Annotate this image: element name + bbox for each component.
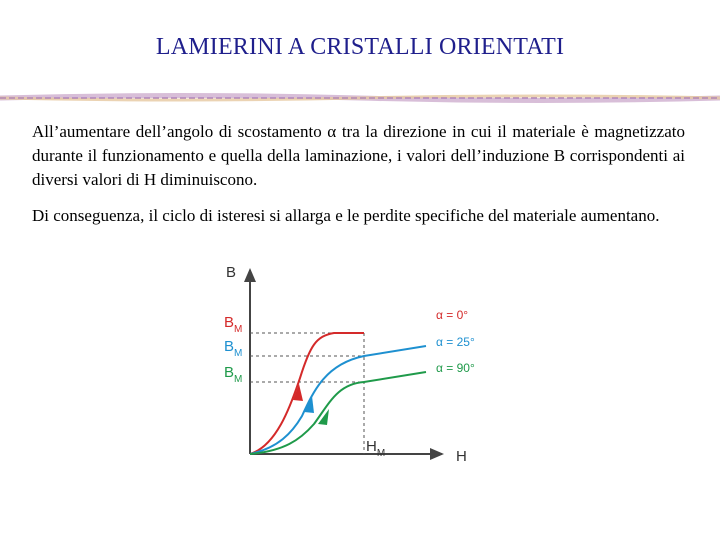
curve-alpha-0 [250, 333, 364, 454]
bm-label-red: $B_M$ [224, 314, 243, 335]
label-alpha-25: α = 25° [436, 335, 475, 349]
x-axis-label: H [456, 448, 467, 465]
bm-label-green: $B_M$ [224, 364, 243, 385]
label-alpha-90: α = 90° [436, 361, 475, 375]
hm-label: $H_M$ [366, 438, 386, 459]
bm-label-blue: $B_M$ [224, 338, 243, 359]
paragraph-angle-effect: All’aumentare dell’angolo di scostamento α tra la direzione in cui il materiale è magnetizzato durante il funzionamento e quella della laminazione, i valori dell’induzione B corrispondenti ai diversi valori di H diminuiscono. [32, 122, 685, 189]
page-title: LAMIERINI A CRISTALLI ORIENTATI [155, 34, 565, 60]
magnetization-curves-diagram [216, 258, 506, 470]
curve-alpha-90 [250, 372, 426, 454]
label-alpha-0: α = 0° [436, 308, 469, 322]
curve-alpha-25 [250, 346, 426, 454]
decorative-divider [0, 92, 720, 104]
y-axis-label: B [226, 264, 237, 281]
arrow-alpha-25 [304, 396, 314, 413]
paragraph-consequence: Di conseguenza, il ciclo di isteresi si allarga e le perdite specifiche del materiale aumentano. [32, 206, 660, 225]
